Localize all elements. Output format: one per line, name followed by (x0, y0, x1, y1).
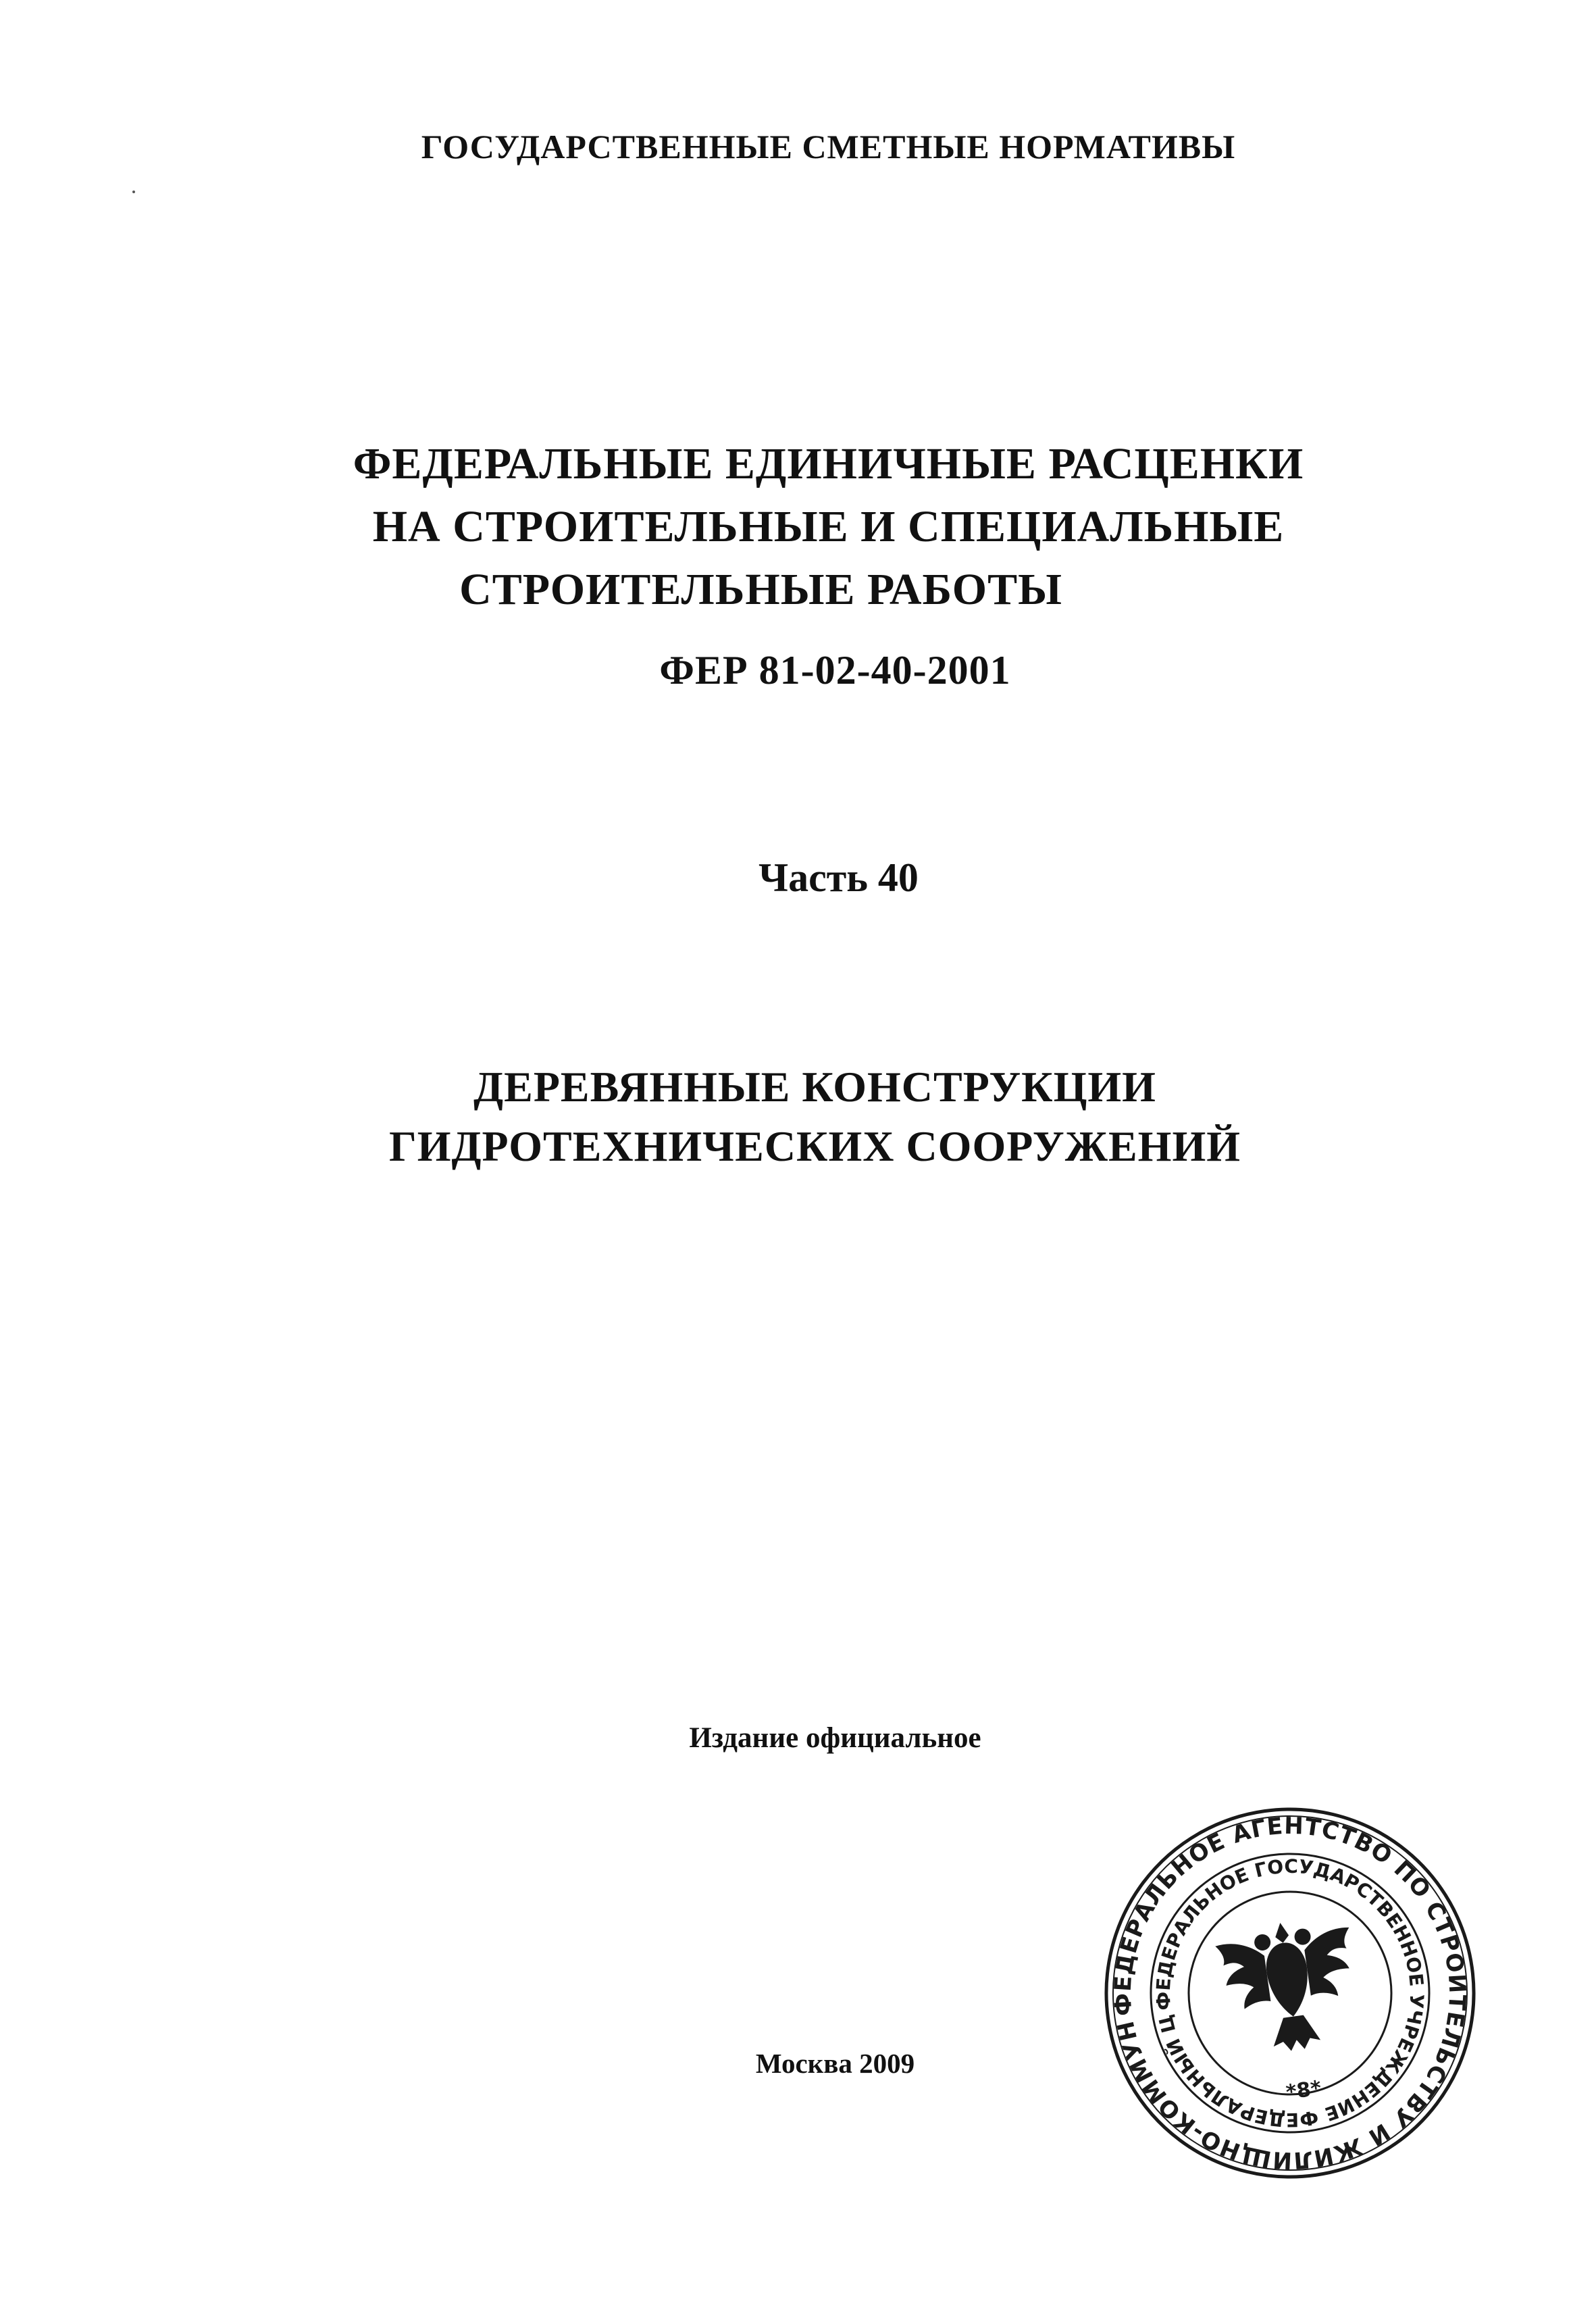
document-title (0, 432, 1596, 621)
subtitle-line-2: ГИДРОТЕХНИЧЕСКИХ СООРУЖЕНИЙ (388, 1122, 1241, 1170)
stamp-outer-text: ФЕДЕРАЛЬНОЕ АГЕНТСТВО ПО СТРОИТЕЛЬСТВУ И ЖИЛИЩНО-КОММУНАЛЬНОМУ (1109, 1812, 1471, 2174)
double-headed-eagle-icon (1213, 1913, 1364, 2059)
official-seal-stamp (1098, 1801, 1483, 2186)
title-line-1: ФЕДЕРАЛЬНЫЕ ЕДИНИЧНЫЕ РАСЦЕНКИ (353, 439, 1304, 488)
subtitle-line-1: ДЕРЕВЯННЫЕ КОНСТРУКЦИИ (473, 1063, 1156, 1111)
document-code: ФЕР 81-02-40-2001 (659, 648, 1011, 693)
city-year: Москва 2009 (755, 2048, 915, 2079)
stamp-ink (1098, 1801, 1483, 2186)
stamp-bottom-mark: *8* (1284, 2076, 1323, 2105)
title-line-3: СТРОИТЕЛЬНЫЕ РАБОТЫ (459, 565, 1062, 614)
part-number: Часть 40 (758, 855, 919, 900)
document-subtitle (0, 1057, 1596, 1176)
stamp-inner-text: ФЕДЕРАЛЬНОЕ ГОСУДАРСТВЕННОЕ УЧРЕЖДЕНИЕ ФЕДЕРАЛЬНЫЙ ЦЕНТР (1152, 1855, 1428, 2132)
scan-speck (132, 191, 135, 193)
header-text: ГОСУДАРСТВЕННЫЕ СМЕТНЫЕ НОРМАТИВЫ (421, 128, 1236, 166)
title-line-2: НА СТРОИТЕЛЬНЫЕ И СПЕЦИАЛЬНЫЕ (372, 502, 1285, 551)
edition-label: Издание официальное (689, 1722, 981, 1754)
